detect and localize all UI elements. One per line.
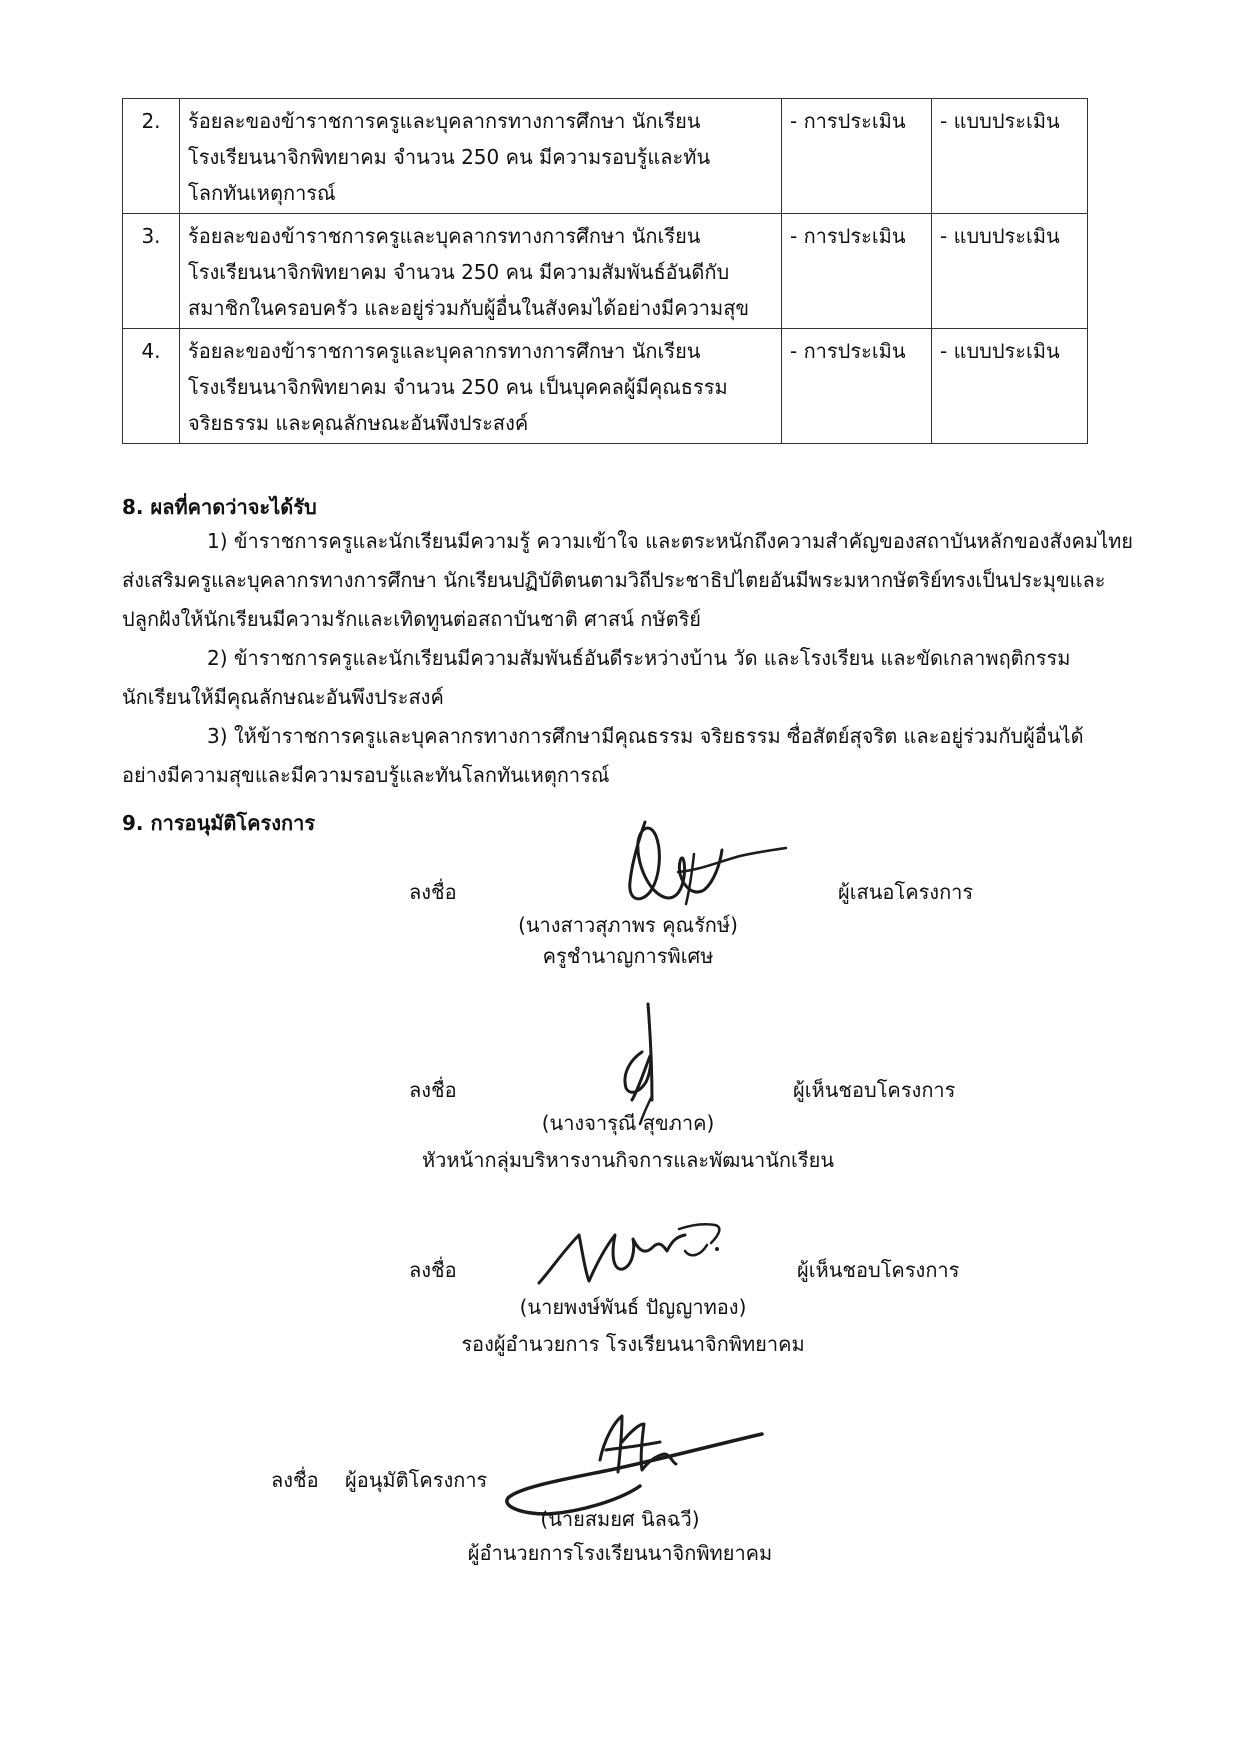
indicator-description [180, 99, 782, 214]
expected-result-line: ส่งเสริมครูและบุคลากรทางการศึกษา นักเรียนปฏิบัติตนตามวิถีประชาธิปไตยอันมีพระมหากษัตริย์ทรงเป็นประมุขและ [122, 568, 1106, 592]
description-line: ร้อยละของข้าราชการครูและบุคลากรทางการศึกษา นักเรียน [188, 224, 701, 248]
row-number: 4. [123, 329, 180, 444]
description-line: โรงเรียนนาจิกพิทยาคม จำนวน 250 คน เป็นบุคคลผู้มีคุณธรรม [188, 375, 728, 399]
signer-position: ครูชำนาญการพิเศษ [542, 944, 714, 968]
signature-4-image [500, 1410, 770, 1520]
description-line: ร้อยละของข้าราชการครูและบุคลากรทางการศึกษา นักเรียน [188, 109, 701, 133]
section-8-heading: 8. ผลที่คาดว่าจะได้รับ [122, 495, 317, 519]
signer-role: ผู้เห็นชอบโครงการ [793, 1078, 956, 1102]
signer-name: (นายสมยศ นิลฉวี) [540, 1507, 700, 1531]
signer-role: ผู้เห็นชอบโครงการ [797, 1258, 960, 1282]
assessment-tool: - แบบประเมิน [932, 329, 1088, 444]
description-line: โรงเรียนนาจิกพิทยาคม จำนวน 250 คน มีความสัมพันธ์อันดีกับ [188, 260, 730, 284]
table-row [123, 99, 1088, 214]
indicator-description [180, 214, 782, 329]
expected-result-2 [122, 639, 1142, 717]
description-line: ร้อยละของข้าราชการครูและบุคลากรทางการศึกษา นักเรียน [188, 339, 701, 363]
assessment-method: - การประเมิน [782, 99, 932, 214]
signature-3-image [535, 1215, 735, 1295]
indicator-description [180, 329, 782, 444]
signature-1-image [590, 812, 790, 912]
expected-result-line: 2) ข้าราชการครูและนักเรียนมีความสัมพันธ์อันดีระหว่างบ้าน วัด และโรงเรียน และขัดเกลาพฤติกรรม [207, 646, 1071, 670]
description-line: โรงเรียนนาจิกพิทยาคม จำนวน 250 คน มีความรอบรู้และทัน [188, 145, 711, 169]
expected-result-1 [122, 522, 1142, 639]
description-line: โลกทันเหตุการณ์ [188, 181, 336, 205]
description-line: สมาชิกในครอบครัว และอยู่ร่วมกับผู้อื่นในสังคมได้อย่างมีความสุข [188, 296, 750, 320]
table-row [123, 329, 1088, 444]
row-number: 3. [123, 214, 180, 329]
signer-position: หัวหน้ากลุ่มบริหารงานกิจการและพัฒนานักเรียน [421, 1148, 835, 1172]
sign-label: ลงชื่อ [409, 880, 457, 904]
sign-label: ลงชื่อ [409, 1078, 457, 1102]
signer-name: (นายพงษ์พันธ์ ปัญญาทอง) [519, 1295, 747, 1319]
expected-result-line: 1) ข้าราชการครูและนักเรียนมีความรู้ ความเข้าใจ และตระหนักถึงความสำคัญของสถาบันหลักของสังคมไทย [207, 529, 1134, 553]
expected-result-line: ปลูกฝังให้นักเรียนมีความรักและเทิดทูนต่อสถาบันชาติ ศาสน์ กษัตริย์ [122, 607, 702, 631]
assessment-method: - การประเมิน [782, 329, 932, 444]
sign-label: ลงชื่อ [271, 1468, 319, 1492]
sign-label: ลงชื่อ [409, 1258, 457, 1282]
section-9-heading: 9. การอนุมัติโครงการ [122, 811, 316, 835]
assessment-tool: - แบบประเมิน [932, 214, 1088, 329]
signer-role: ผู้เสนอโครงการ [838, 880, 974, 904]
expected-result-3 [122, 717, 1142, 795]
expected-result-line: อย่างมีความสุขและมีความรอบรู้และทันโลกทันเหตุการณ์ [122, 763, 610, 787]
table-row [123, 214, 1088, 329]
signer-position: รองผู้อำนวยการ โรงเรียนนาจิกพิทยาคม [461, 1332, 805, 1356]
signer-position: ผู้อำนวยการโรงเรียนนาจิกพิทยาคม [467, 1541, 773, 1565]
description-line: จริยธรรม และคุณลักษณะอันพึงประสงค์ [188, 411, 529, 435]
assessment-tool: - แบบประเมิน [932, 99, 1088, 214]
signer-name: (นางจารุณี สุขภาค) [541, 1111, 715, 1135]
row-number: 2. [123, 99, 180, 214]
signer-role: ผู้อนุมัติโครงการ [345, 1468, 488, 1492]
assessment-method: - การประเมิน [782, 214, 932, 329]
expected-result-line: นักเรียนให้มีคุณลักษณะอันพึงประสงค์ [122, 685, 444, 709]
expected-result-line: 3) ให้ข้าราชการครูและบุคลากรทางการศึกษามีคุณธรรม จริยธรรม ซื่อสัตย์สุจริต และอยู่ร่วมกับผู้อื่นได้ [207, 724, 1084, 748]
indicator-table [122, 98, 1088, 444]
signer-name: (นางสาวสุภาพร คุณรักษ์) [518, 913, 738, 937]
